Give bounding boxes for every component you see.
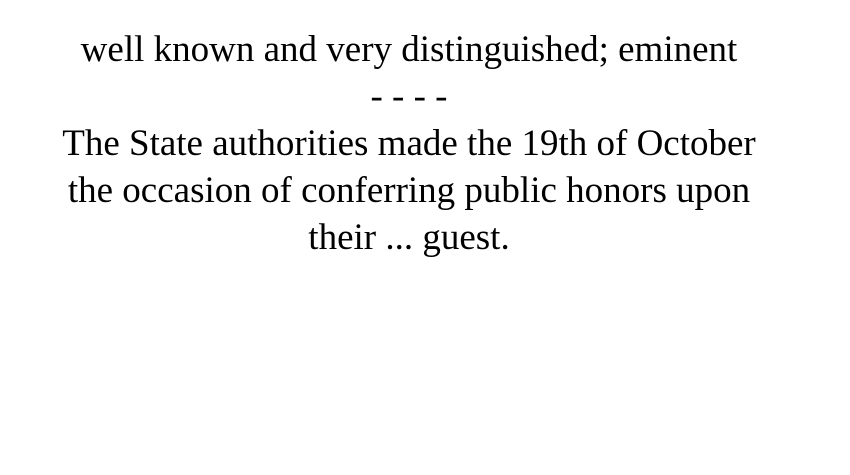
separator-line: - - - - [370, 76, 448, 117]
example-sentence: The State authorities made the 19th of October the occasion of conferring public honors upon their ... guest. [62, 123, 756, 258]
definition-text: well known and very distinguished; eminent [80, 29, 738, 70]
